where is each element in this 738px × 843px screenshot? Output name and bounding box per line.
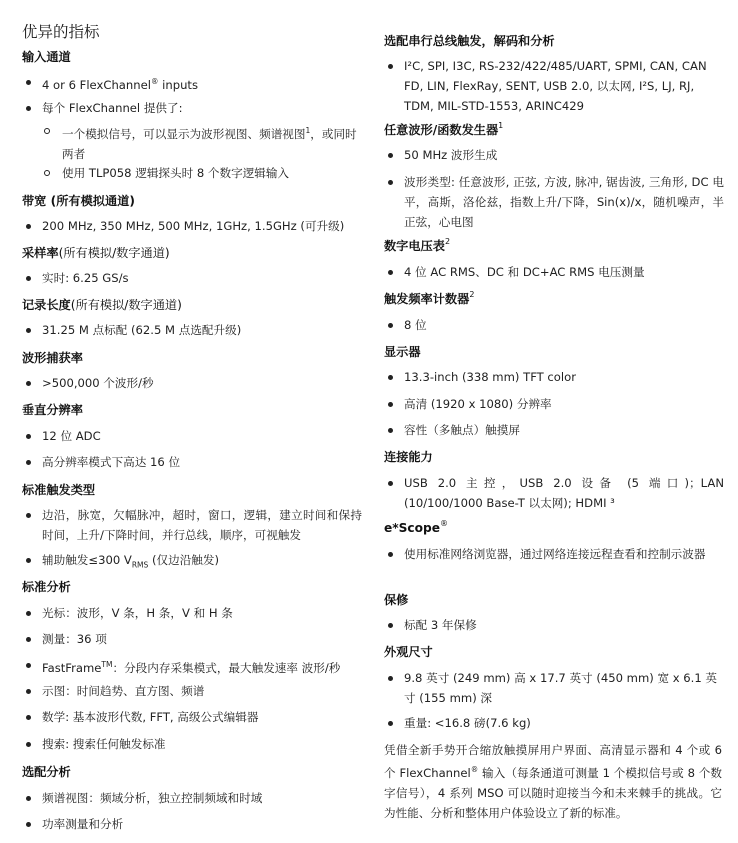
bullet-icon bbox=[26, 460, 31, 465]
heading-sample-rate: 采样率(所有模拟/数字通道) bbox=[22, 246, 170, 260]
list-item: 边沿，脉宽，欠幅脉冲，超时，窗口，逻辑，建立时间和保持时间，上升/下降时间，并行总线，顺序，可视触发 bbox=[22, 505, 362, 545]
heading-serial-bus: 选配串行总线触发，解码和分析 bbox=[384, 34, 555, 48]
bullet-icon bbox=[26, 80, 31, 85]
bullet-icon bbox=[26, 558, 31, 563]
bullet-icon bbox=[26, 328, 31, 333]
list-item: USB 2.0 主控，USB 2.0 设备 (5 端口)；LAN (10/100/1000 Base-T 以太网); HDMI ³ bbox=[384, 473, 724, 513]
heading-input-channels: 输入通道 bbox=[22, 50, 71, 64]
heading-warranty: 保修 bbox=[384, 593, 409, 607]
list-item: 使用标准网络浏览器，通过网络连接远程查看和控制示波器 bbox=[384, 544, 724, 584]
heading-optional-analysis: 选配分析 bbox=[22, 765, 71, 779]
heading-vertical-resolution: 垂直分辨率 bbox=[22, 403, 83, 417]
heading-capture-rate: 波形捕获率 bbox=[22, 351, 83, 365]
bullet-icon bbox=[26, 224, 31, 229]
bullet-icon bbox=[388, 180, 393, 185]
bullet-icon bbox=[388, 676, 393, 681]
heading-escope: e*Scope® bbox=[384, 519, 449, 535]
bullet-icon bbox=[388, 270, 393, 275]
bullet-icon bbox=[26, 381, 31, 386]
bullet-icon bbox=[26, 689, 31, 694]
page-title: 优异的指标 bbox=[22, 23, 100, 41]
heading-dimensions: 外观尺寸 bbox=[384, 645, 433, 659]
heading-dvm: 数字电压表$^2$ bbox=[384, 237, 451, 253]
bullet-icon bbox=[26, 796, 31, 801]
bullet-icon bbox=[388, 375, 393, 380]
bullet-icon bbox=[26, 106, 31, 111]
bullet-icon bbox=[26, 715, 31, 720]
hollow-bullet-icon bbox=[44, 128, 50, 134]
bullet-icon bbox=[26, 822, 31, 827]
spec-page: 优异的指标 输入通道 4 or 6 FlexChannel® inputs 每个 FlexChannel 提供了: 一个模拟信号，可以显示为波形视图、频谱视图$^1$，或同时两者 使用 TLP058 逻辑探头时 8 个数字逻辑输入 带宽 (所有模拟通道) 200 MHz, 350 MHz, 500 MHz, 1GHz, 1.5GHz (可升级) 采样率(所有模拟/数字通道) 实时: 6.25 GS/s 记录长度(所有模拟/数字通道) 31.25 M 点标配 (62.5 M 点选配升级) 波形捕获率 >500,000 个波形/秒 垂直分辨率 12 位 ADC 高分辨率模式下高达 16 位 标准触发类型 边沿，脉宽，欠幅脉冲，超时，窗口，逻辑，建立时间和保持时间，上升/下降时间，并行总线，顺序，可视触发 辅助触发≤300 $V_{RMS}$ (仅边沿触发) 标准分析 光标：波形，V 条，H 条，V 和 H 条 测量：36 项 FastFrame™：分段内存采集模式，最大触发速率 波形/秒 示图：时间趋势、直方图、频谱 数学: 基本波形代数, FFT, 高级公式编辑器 搜索: 搜索任何触发标准 选配分析 频谱视图：频域分析，独立控制频域和时域 功率测量和分析 选配串行总线触发，解码和分析 I²C, SPI, I3C, RS-232/422/485/UART, SPMI, CAN, CAN FD, LIN, FlexRay, SENT, USB 2.0, 以太网, I²S, LJ, RJ, TDM, MIL-STD-1553, ARINC429 任意波形/函数发生器$^1$ 50 MHz 波形生成 波形类型: 任意波形, 正弦, 方波, 脉冲, 锯齿波, 三角形, DC 电平，高斯，洛伦兹，指数上升/下降，Sin(x)/x，随机噪声，半正弦，心电图 数字电压表$^2$ 4 位 AC RMS、DC 和 DC+AC RMS 电压测量 触发频率计数器$^2$ 8 位 显示器 13.3-inch (338 mm) TFT color 高清 (1920 x 1080) 分辨率 容性（多触点）触摸屏 连接能力 USB 2.0 主控，USB 2.0 设备 (5 端口)；LAN (10/100/1000 Base-T 以太网); HDMI ³ e*Scope® 使用标准网络浏览器，通过网络连接远程查看和控制示波器 保修 标配 3 年保修 外观尺寸 9.8 英寸 (249 mm) 高 x 17.7 英寸 (450 mm) 宽 x 6.1 英寸 (155 mm) 深 重量: <16.8 磅(7.6 kg) 凭借全新手势开合缩放触摸屏用户界面、高清显示器和 4 个或 6 个 FlexChannel® 输入（每条通道可测量 1 个模拟信号或 8 个数字信号），4 系列 MSO 可以随时迎接当今和未来棘手的挑战。它为性能、分析和整体用户体验设立了新的标准。 bbox=[0, 0, 738, 843]
heading-bandwidth: 带宽 (所有模拟通道) bbox=[22, 194, 135, 208]
bullet-icon bbox=[388, 153, 393, 158]
heading-trigger-types: 标准触发类型 bbox=[22, 483, 96, 497]
bullet-icon bbox=[26, 434, 31, 439]
bullet-icon bbox=[388, 481, 393, 486]
heading-counter: 触发频率计数器$^2$ bbox=[384, 290, 475, 306]
bullet-icon bbox=[388, 623, 393, 628]
sub-list-item: 一个模拟信号，可以显示为波形视图、频谱视图$^1$，或同时两者 bbox=[22, 121, 362, 161]
bullet-icon bbox=[388, 552, 393, 557]
heading-display: 显示器 bbox=[384, 345, 421, 359]
heading-awg: 任意波形/函数发生器$^1$ bbox=[384, 121, 504, 137]
bullet-icon bbox=[26, 663, 31, 668]
bullet-icon bbox=[26, 276, 31, 281]
heading-connectivity: 连接能力 bbox=[384, 450, 433, 464]
bullet-icon bbox=[26, 637, 31, 642]
bullet-icon bbox=[26, 742, 31, 747]
bullet-icon bbox=[26, 611, 31, 616]
hollow-bullet-icon bbox=[44, 170, 50, 176]
list-item: 9.8 英寸 (249 mm) 高 x 17.7 英寸 (450 mm) 宽 x 6.1 英寸 (155 mm) 深 bbox=[384, 668, 724, 708]
bullet-icon bbox=[388, 64, 393, 69]
list-item: I²C, SPI, I3C, RS-232/422/485/UART, SPMI, CAN, CAN FD, LIN, FlexRay, SENT, USB 2.0, 以太网, I²S, LJ, RJ, TDM, MIL-STD-1553, ARINC429 bbox=[384, 56, 724, 116]
bullet-icon bbox=[388, 323, 393, 328]
heading-record-length: 记录长度(所有模拟/数字通道) bbox=[22, 298, 182, 312]
bullet-icon bbox=[388, 428, 393, 433]
closing-paragraph: 凭借全新手势开合缩放触摸屏用户界面、高清显示器和 4 个或 6 个 FlexChannel® 输入（每条通道可测量 1 个模拟信号或 8 个数字信号），4 系列 MSO 可以随时迎接当今和未来棘手的挑战。它为性能、分析和整体用户体验设立了新的标准。 bbox=[384, 743, 723, 820]
heading-standard-analysis: 标准分析 bbox=[22, 580, 71, 594]
bullet-icon bbox=[388, 721, 393, 726]
list-item: 波形类型: 任意波形, 正弦, 方波, 脉冲, 锯齿波, 三角形, DC 电平，高斯，洛伦兹，指数上升/下降，Sin(x)/x，随机噪声，半正弦，心电图 bbox=[384, 172, 724, 232]
bullet-icon bbox=[388, 402, 393, 407]
bullet-icon bbox=[26, 513, 31, 518]
